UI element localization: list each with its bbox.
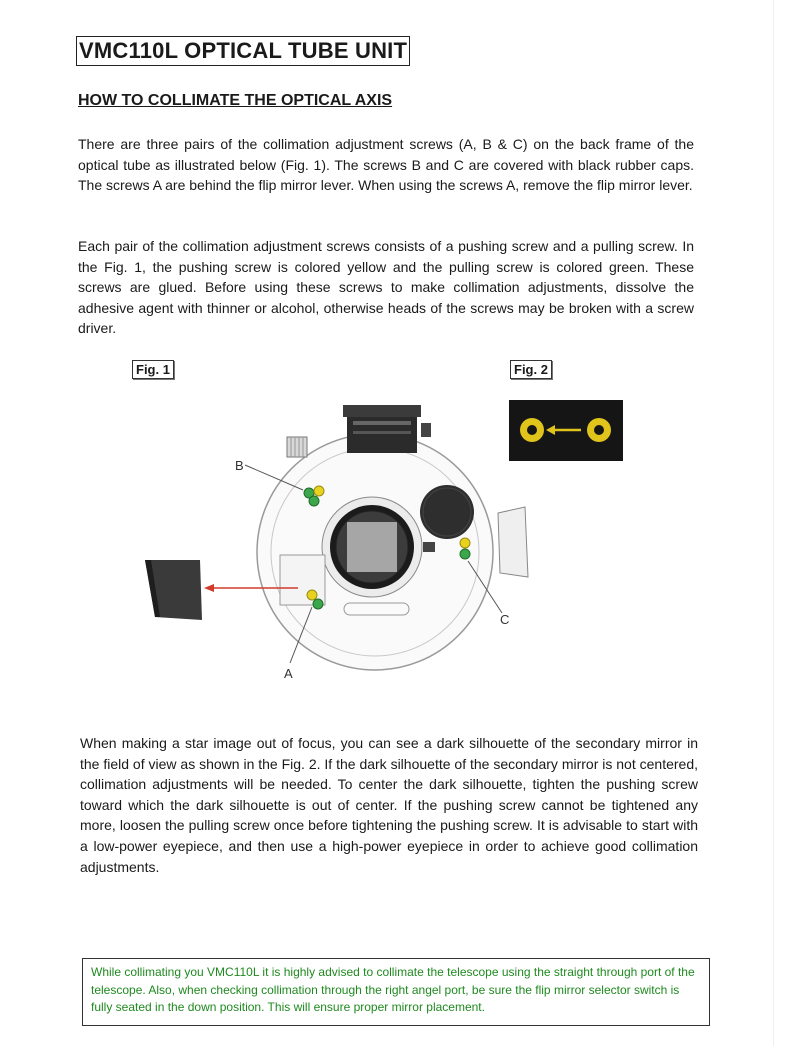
screw-c-pulling <box>460 549 470 559</box>
scan-edge <box>773 0 774 1046</box>
callout-a: A <box>284 666 293 681</box>
lock-screw <box>421 423 431 437</box>
side-port <box>498 507 528 577</box>
callout-b: B <box>235 458 244 473</box>
screw-a-pulling <box>313 599 323 609</box>
screw-b-pushing <box>314 486 324 496</box>
fig2-label: Fig. 2 <box>510 360 552 379</box>
advisory-note: While collimating you VMC110L it is highly advised to collimate the telescope using the straight through port of the telescope. Also, when checking collimation through the right angel port, be sure the flip mirror selector switch is fully seated in the down position. This will ensure proper mirror placement. <box>82 958 710 1026</box>
paragraph-screws-intro: There are three pairs of the collimation adjustment screws (A, B & C) on the back frame of the optical tube as illustrated below (Fig. 1). The screws B and C are covered with black rubber caps. The screws A are behind the flip mirror lever. When using the screws A, remove the flip mirror lever. <box>78 136 694 194</box>
eyepiece-holder-top <box>343 405 421 417</box>
focus-knob <box>287 437 307 457</box>
fig2-star-image-illustration <box>509 400 623 461</box>
silhouette-centered <box>594 425 604 435</box>
fig1-back-frame-illustration <box>140 395 540 695</box>
paragraph-screw-pairs: Each pair of the collimation adjustment screws consists of a pushing screw and a pulling screw. In the Fig. 1, the pushing screw is colored yellow and the pulling screw is colored green. These screws are glued. Before using these screws to make collimation adjustments, dissolve the adhesive agent with thinner or alcohol, otherwise heads of the screws may be broken with a screw driver. <box>78 238 694 337</box>
diagonal-mirror <box>347 522 397 572</box>
lever-recess <box>280 555 325 605</box>
yellow-arrow-head <box>546 425 555 435</box>
screw-a-pushing <box>307 590 317 600</box>
fig1-label: Fig. 1 <box>132 360 174 379</box>
silhouette-offcenter <box>527 425 537 435</box>
paragraph-star-test: When making a star image out of focus, you can see a dark silhouette of the secondary mirror in the field of view as shown in the Fig. 2. If the dark silhouette of the secondary mirror is not centered, collimation adjustments will be needed. To center the dark silhouette, tighten the pushing screw toward which the dark silhouette is out of center. If the pushing screw cannot be tightened any more, loosen the pulling screw once before tightening the pushing screw. It is advisable to start with a low-power eyepiece, and then use a high-power eyepiece in order to achieve good collimation adjustments. <box>80 735 698 875</box>
callout-c: C <box>500 612 510 627</box>
rubber-cap <box>420 485 474 539</box>
section-heading: HOW TO COLLIMATE THE OPTICAL AXIS <box>78 92 393 109</box>
page-title: VMC110L OPTICAL TUBE UNIT <box>76 36 410 66</box>
removal-arrow-head <box>204 584 214 592</box>
screw-c-pushing <box>460 538 470 548</box>
